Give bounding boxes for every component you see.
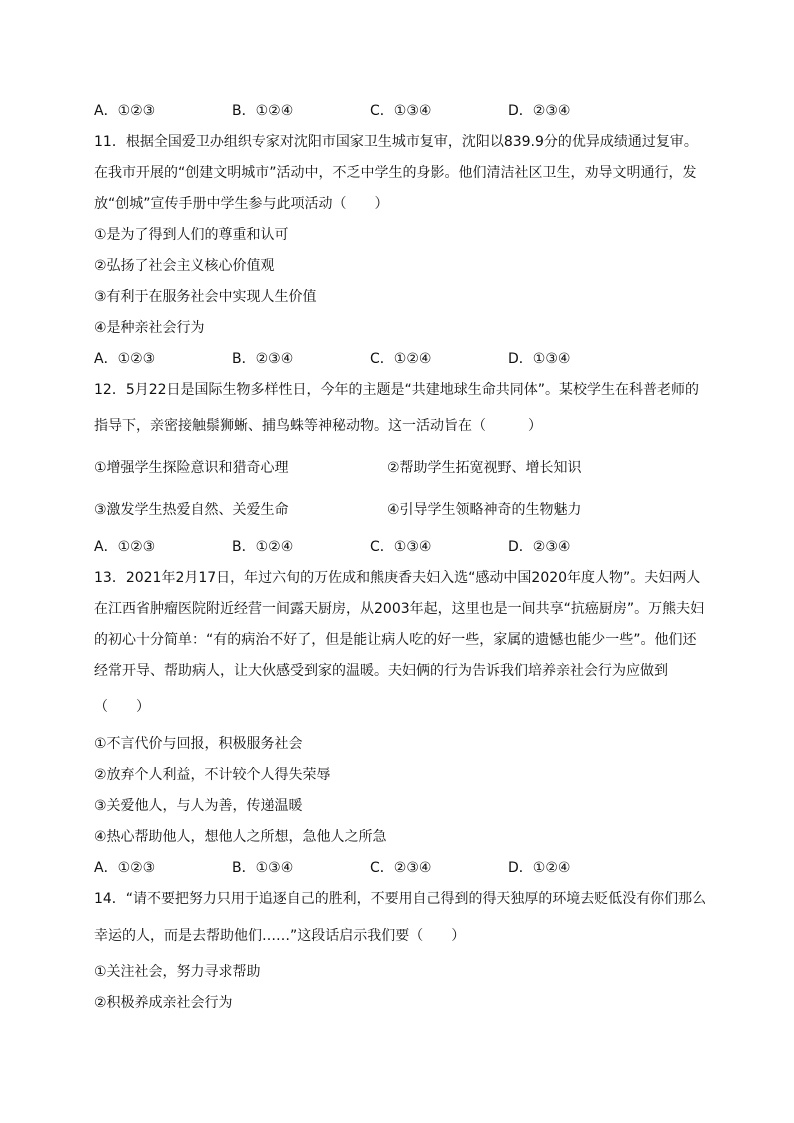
q11-choice-1: ①是为了得到人们的尊重和认可 <box>94 227 289 243</box>
q13-stem-line-3: 的初心十分简单：“有的病治不好了，但是能让病人吃的好一些，家属的遗憾也能少一些”。他们还 <box>94 632 697 648</box>
q11-option-c: C．①②④ <box>370 351 432 367</box>
q11-choice-3: ③有利于在服务社会中实现人生价值 <box>94 289 317 305</box>
q12-option-b: B．①②④ <box>232 539 294 555</box>
q13-choice-2: ②放弃个人利益，不计较个人得失荣辱 <box>94 767 331 783</box>
q11-option-b: B．②③④ <box>232 351 294 367</box>
q11-choice-4: ④是种亲社会行为 <box>94 320 205 336</box>
q12-choice-2: ②帮助学生拓宽视野、增长知识 <box>387 460 582 476</box>
q11-stem-line-2: 在我市开展的“创建文明城市”活动中，不乏中学生的身影。他们清洁社区卫生，劝导文明通行，发 <box>94 165 697 181</box>
q12-choice-1: ①增强学生探险意识和猎奇心理 <box>94 460 289 476</box>
q12-stem-line-2: 指导下，亲密接触鬃狮蜥、捕鸟蛛等神秘动物。这一活动旨在（ ） <box>94 418 542 434</box>
q12-choice-4: ④引导学生领略神奇的生物魅力 <box>387 502 582 518</box>
q11-stem-line-1: 11．根据全国爱卫办组织专家对沈阳市国家卫生城市复审，沈阳以839.9分的优异成绩通过复审。 <box>94 134 698 150</box>
q12-choice-3: ③激发学生热爱自然、关爱生命 <box>94 502 289 518</box>
q12-option-a: A．①②③ <box>94 539 156 555</box>
q13-stem-line-1: 13．2021年2月17日，年过六旬的万佐成和熊庚香夫妇入选“感动中国2020年度人物”。夫妇两人 <box>94 570 701 586</box>
q13-stem-line-4: 经常开导、帮助病人，让大伙感受到家的温暖。夫妇俩的行为告诉我们培养亲社会行为应做到 <box>94 663 668 679</box>
q14-stem-line-1: 14．“请不要把努力只用于追逐自己的胜利，不要用自己得到的得天独厚的环境去贬低没有你们那么 <box>94 891 707 907</box>
q13-option-c: C．②③④ <box>370 860 432 876</box>
q10-option-b: B．①②④ <box>232 103 294 119</box>
q11-option-a: A．①②③ <box>94 351 156 367</box>
q13-option-a: A．①②③ <box>94 860 156 876</box>
q12-stem-line-1: 12．5月22日是国际生物多样性日，今年的主题是“共建地球生命共同体”。某校学生在科普老师的 <box>94 382 700 398</box>
q11-stem-line-3: 放“创城”宣传手册中学生参与此项活动（ ） <box>94 196 389 212</box>
q12-option-c: C．①③④ <box>370 539 432 555</box>
q13-choice-3: ③关爱他人，与人为善，传递温暖 <box>94 798 303 814</box>
q13-choice-1: ①不言代价与回报，积极服务社会 <box>94 736 303 752</box>
q13-option-b: B．①③④ <box>232 860 294 876</box>
q14-choice-2: ②积极养成亲社会行为 <box>94 995 233 1011</box>
q13-stem-line-5: （ ） <box>94 699 150 715</box>
q10-option-d: D．②③④ <box>508 103 571 119</box>
q14-choice-1: ①关注社会，努力寻求帮助 <box>94 964 261 980</box>
q13-choice-4: ④热心帮助他人，想他人之所想，急他人之所急 <box>94 829 387 845</box>
q10-option-a: A．①②③ <box>94 103 156 119</box>
q13-option-d: D．①②④ <box>508 860 571 876</box>
q14-stem-line-2: 幸运的人，而是去帮助他们……”这段话启示我们要（ ） <box>94 928 466 944</box>
q10-option-c: C．①③④ <box>370 103 432 119</box>
q12-option-d: D．②③④ <box>508 539 571 555</box>
q11-option-d: D．①③④ <box>508 351 571 367</box>
q11-choice-2: ②弘扬了社会主义核心价值观 <box>94 258 275 274</box>
q13-stem-line-2: 在江西省肿瘤医院附近经营一间露天厨房，从2003年起，这里也是一间共享“抗癌厨房”。万熊夫妇 <box>94 601 705 617</box>
